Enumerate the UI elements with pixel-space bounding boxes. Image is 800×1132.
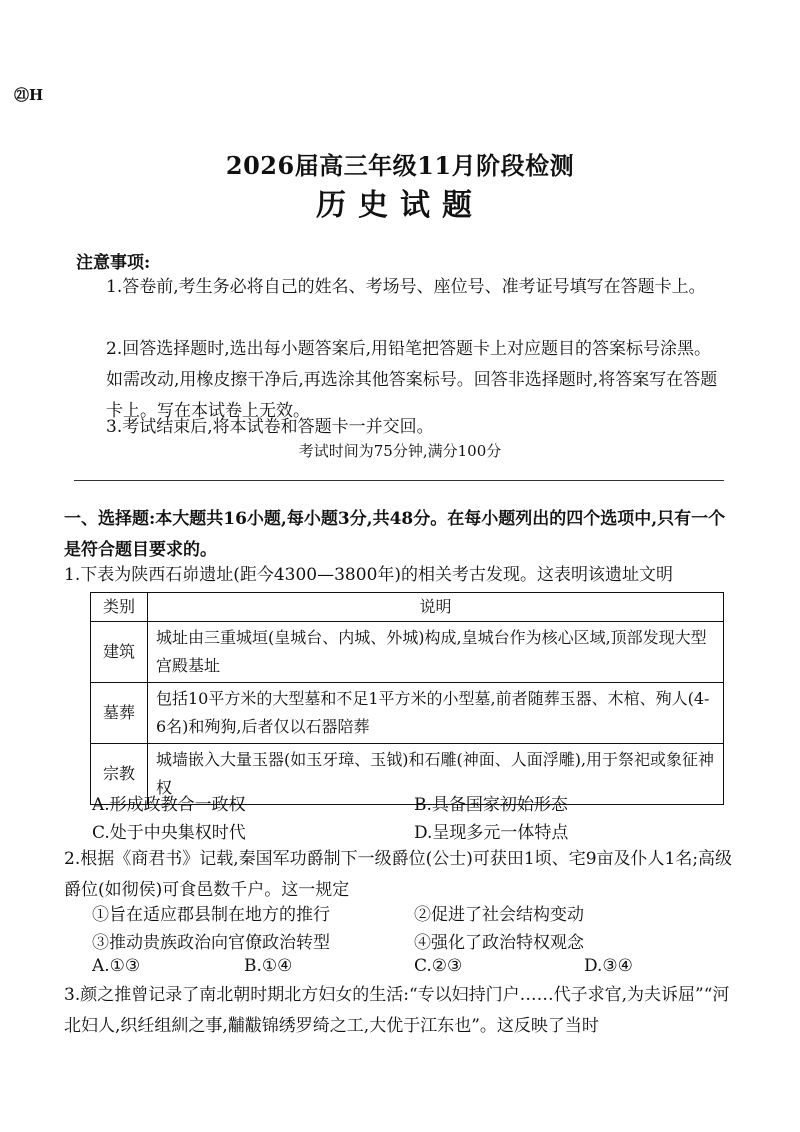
table-header-row bbox=[91, 593, 724, 622]
question-2-statement-1: ①旨在适应郡县制在地方的推行 bbox=[92, 905, 330, 925]
question-2-statement-2: ②促进了社会结构变动 bbox=[414, 905, 584, 925]
exam-title: 2026届高三年级11月阶段检测 bbox=[225, 151, 575, 180]
notice-item-2: 2.回答选择题时,选出每小题答案后,用铅笔把答题卡上对应题目的答案标号涂黑。如需改动,用橡皮擦干净后,再选涂其他答案标号。回答非选择题时,将答案写在答题卡上。写在本试卷上无效。 bbox=[106, 339, 718, 421]
table-cell-category: 建筑 bbox=[91, 622, 148, 683]
section-heading: 一、选择题:本大题共16小题,每小题3分,共48分。在每小题列出的四个选项中,只有一个是符合题目要求的。 bbox=[64, 509, 726, 560]
notice-item-3: 3.考试结束后,将本试卷和答题卡一并交回。 bbox=[106, 417, 434, 437]
notice-item-1: 1.答卷前,考生务必将自己的姓名、考场号、座位号、准考证号填写在答题卡上。 bbox=[106, 277, 706, 297]
question-2-statement-4: ④强化了政治特权观念 bbox=[414, 933, 584, 953]
table-cell-description: 包括10平方米的大型墓和不足1平方米的小型墓,前者随葬玉器、木棺、殉人(4-6名)和殉狗,后者仅以石器陪葬 bbox=[148, 683, 724, 744]
table-cell-category: 宗教 bbox=[91, 744, 148, 805]
question-2-option-c: C.②③ bbox=[414, 956, 463, 976]
table-row bbox=[91, 683, 724, 744]
notice-heading: 注意事项: bbox=[76, 253, 151, 273]
question-2-statement-3: ③推动贵族政治向官僚政治转型 bbox=[92, 933, 330, 953]
question-1-table bbox=[90, 592, 724, 805]
question-1-option-a: A.形成政教合一政权 bbox=[92, 795, 246, 815]
question-1-option-b: B.具备国家初始形态 bbox=[414, 795, 568, 815]
question-2-option-b: B.①④ bbox=[244, 956, 293, 976]
table-header-category: 类别 bbox=[91, 593, 148, 622]
corner-mark: ㉑H bbox=[14, 86, 44, 104]
table-cell-description: 城址由三重城垣(皇城台、内城、外城)构成,皇城台作为核心区域,顶部发现大型宫殿基址 bbox=[148, 622, 724, 683]
question-1-option-d: D.呈现多元一体特点 bbox=[414, 823, 569, 843]
question-2-stem: 2.根据《商君书》记载,秦国军功爵制下一级爵位(公士)可获田1顷、宅9亩及仆人1名;高级爵位(如彻侯)可食邑数千户。这一规定 bbox=[64, 849, 733, 900]
question-1-stem: 1.下表为陕西石峁遗址(距今4300—3800年)的相关考古发现。这表明该遗址文明 bbox=[64, 565, 674, 585]
question-2-option-a: A.①③ bbox=[92, 956, 141, 976]
table-cell-category: 墓葬 bbox=[91, 683, 148, 744]
question-3-stem: 3.颜之推曾记录了南北朝时期北方妇女的生活:“专以妇持门户……代子求官,为夫诉屈”“河北妇人,织纴组紃之事,黼黻锦绣罗绮之工,大优于江东也”。这反映了当时 bbox=[64, 985, 730, 1036]
table-cell-description: 城墙嵌入大量玉器(如玉牙璋、玉钺)和石雕(神面、人面浮雕),用于祭祀或象征神权 bbox=[148, 744, 724, 805]
question-1-option-c: C.处于中央集权时代 bbox=[92, 823, 246, 843]
table-row bbox=[91, 622, 724, 683]
table-header-description: 说明 bbox=[148, 593, 724, 622]
exam-time: 考试时间为75分钟,满分100分 bbox=[298, 442, 502, 460]
subject-title: 历史试题 bbox=[316, 188, 484, 223]
question-2-option-d: D.③④ bbox=[584, 956, 633, 976]
divider bbox=[74, 480, 724, 481]
